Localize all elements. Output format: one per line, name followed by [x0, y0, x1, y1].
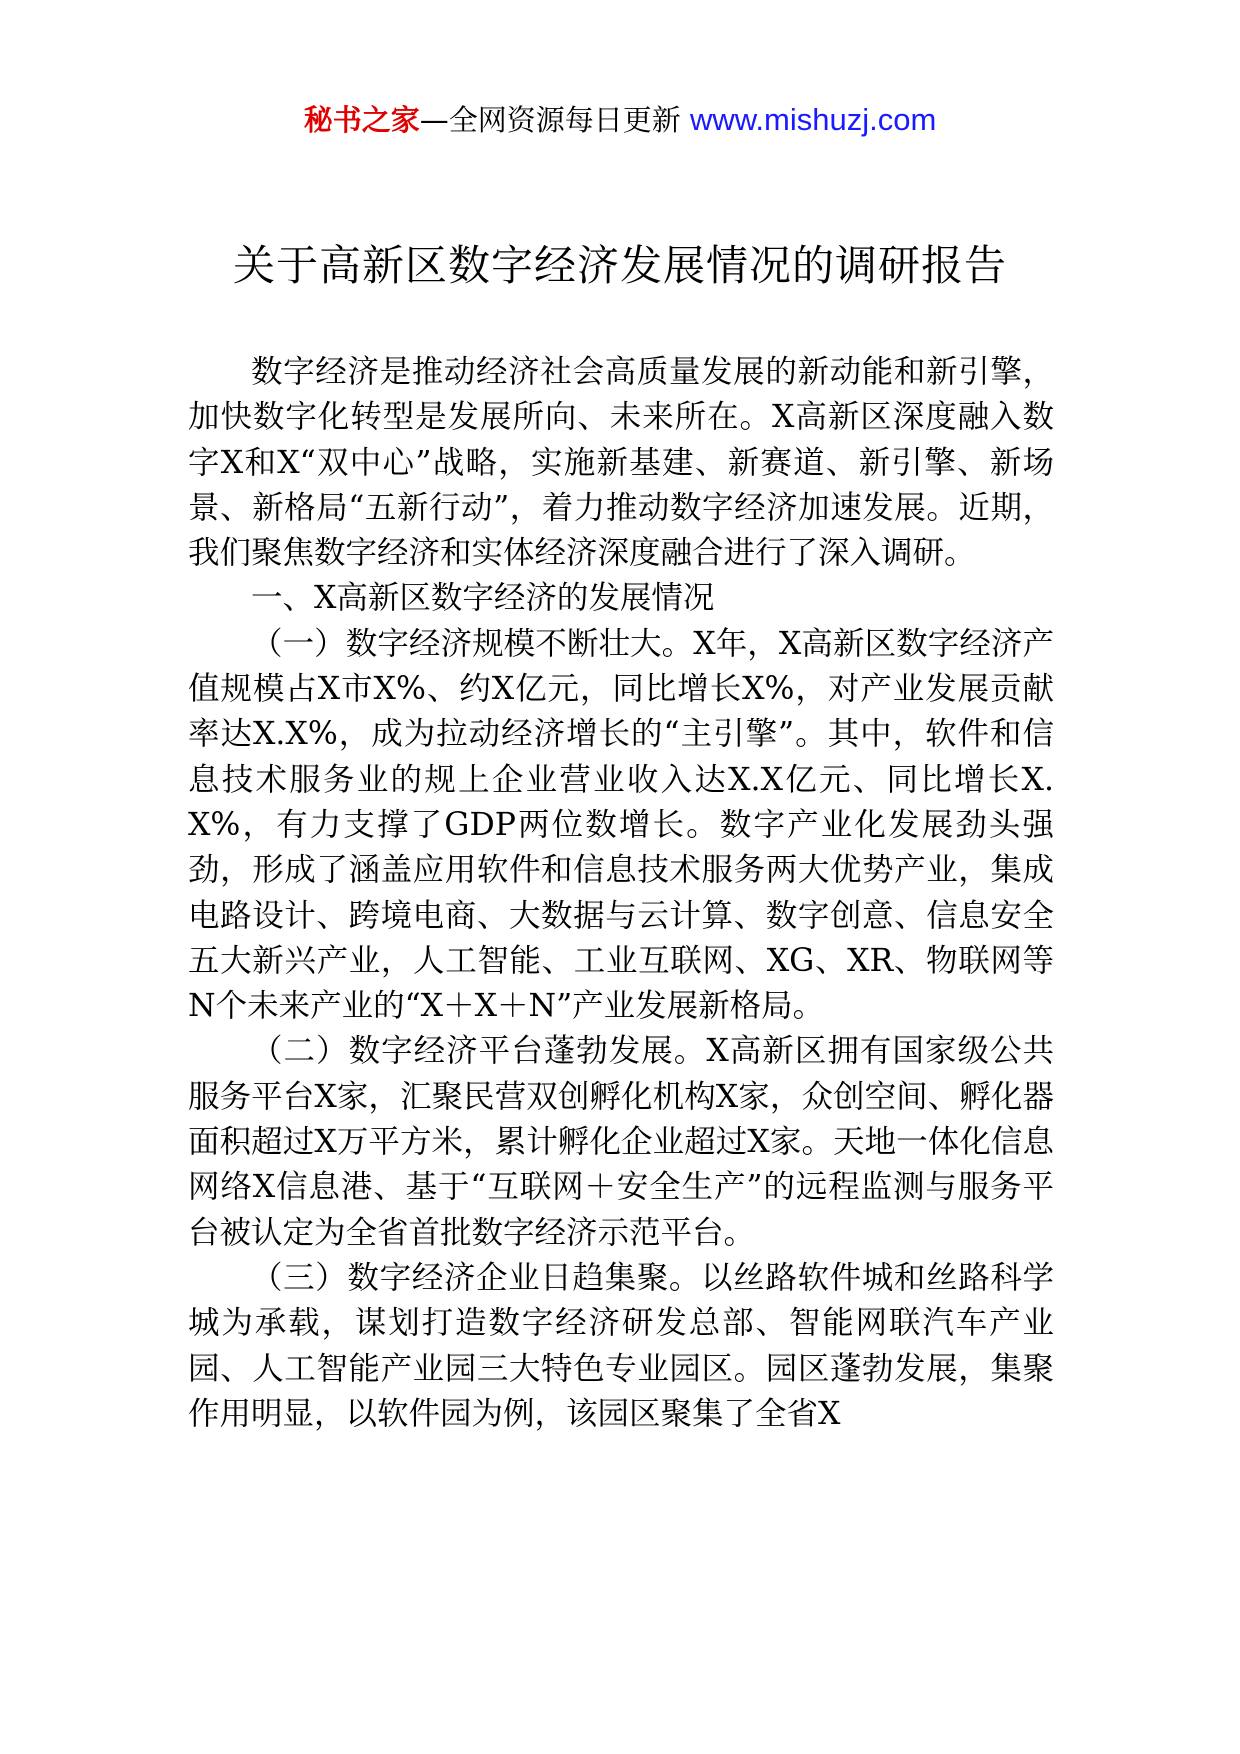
section-heading: 一、X高新区数字经济的发展情况 — [251, 580, 715, 617]
site-header — [0, 100, 1240, 140]
document-body — [188, 350, 1054, 1437]
document-title: 关于高新区数字经济发展情况的调研报告 — [232, 241, 1007, 290]
intro-paragraph: 数字经济是推动经济社会高质量发展的新动能和新引擎，加快数字化转型是发展所向、未来所在。X高新区深度融入数字X和X“双中心”战略，实施新基建、新赛道、新引擎、新场景、新格局“五新行动”，着力推动数字经济加速发展。近期，我们聚焦数字经济和实体经济深度融合进行了深入调研。 — [188, 354, 1054, 572]
site-url-link[interactable]: www.mishuzj.com — [689, 102, 937, 137]
paragraph-scale: （一）数字经济规模不断壮大。X年，X高新区数字经济产值规模占X市X%、约X亿元，同比增长X%，对产业发展贡献率达X.X%，成为拉动经济增长的“主引擎”。其中，软件和信息技术服务业的规上企业营业收入达X.X亿元、同比增长X.X%，有力支撑了GDP两位数增长。数字产业化发展劲头强劲，形成了涵盖应用软件和信息技术服务两大优势产业，集成电路设计、跨境电商、大数据与云计算、数字创意、信息安全五大新兴产业，人工智能、工业互联网、XG、XR、物联网等N个未来产业的“X＋X＋N”产业发展新格局。 — [188, 625, 1054, 1025]
site-name: 秘书之家 — [303, 103, 420, 137]
paragraph-platforms: （二）数字经济平台蓬勃发展。X高新区拥有国家级公共服务平台X家，汇聚民营双创孵化机构X家，众创空间、孵化器面积超过X万平方米，累计孵化企业超过X家。天地一体化信息网络X信息港、基于“互联网＋安全生产”的远程监测与服务平台被认定为全省首批数字经济示范平台。 — [188, 1033, 1054, 1251]
site-slogan: —全网资源每日更新 — [419, 103, 690, 137]
paragraph-enterprises: （三）数字经济企业日趋集聚。以丝路软件城和丝路科学城为承载，谋划打造数字经济研发总部、智能网联汽车产业园、人工智能产业园三大特色专业园区。园区蓬勃发展，集聚作用明显，以软件园为例，该园区聚集了全省X — [188, 1259, 1054, 1432]
